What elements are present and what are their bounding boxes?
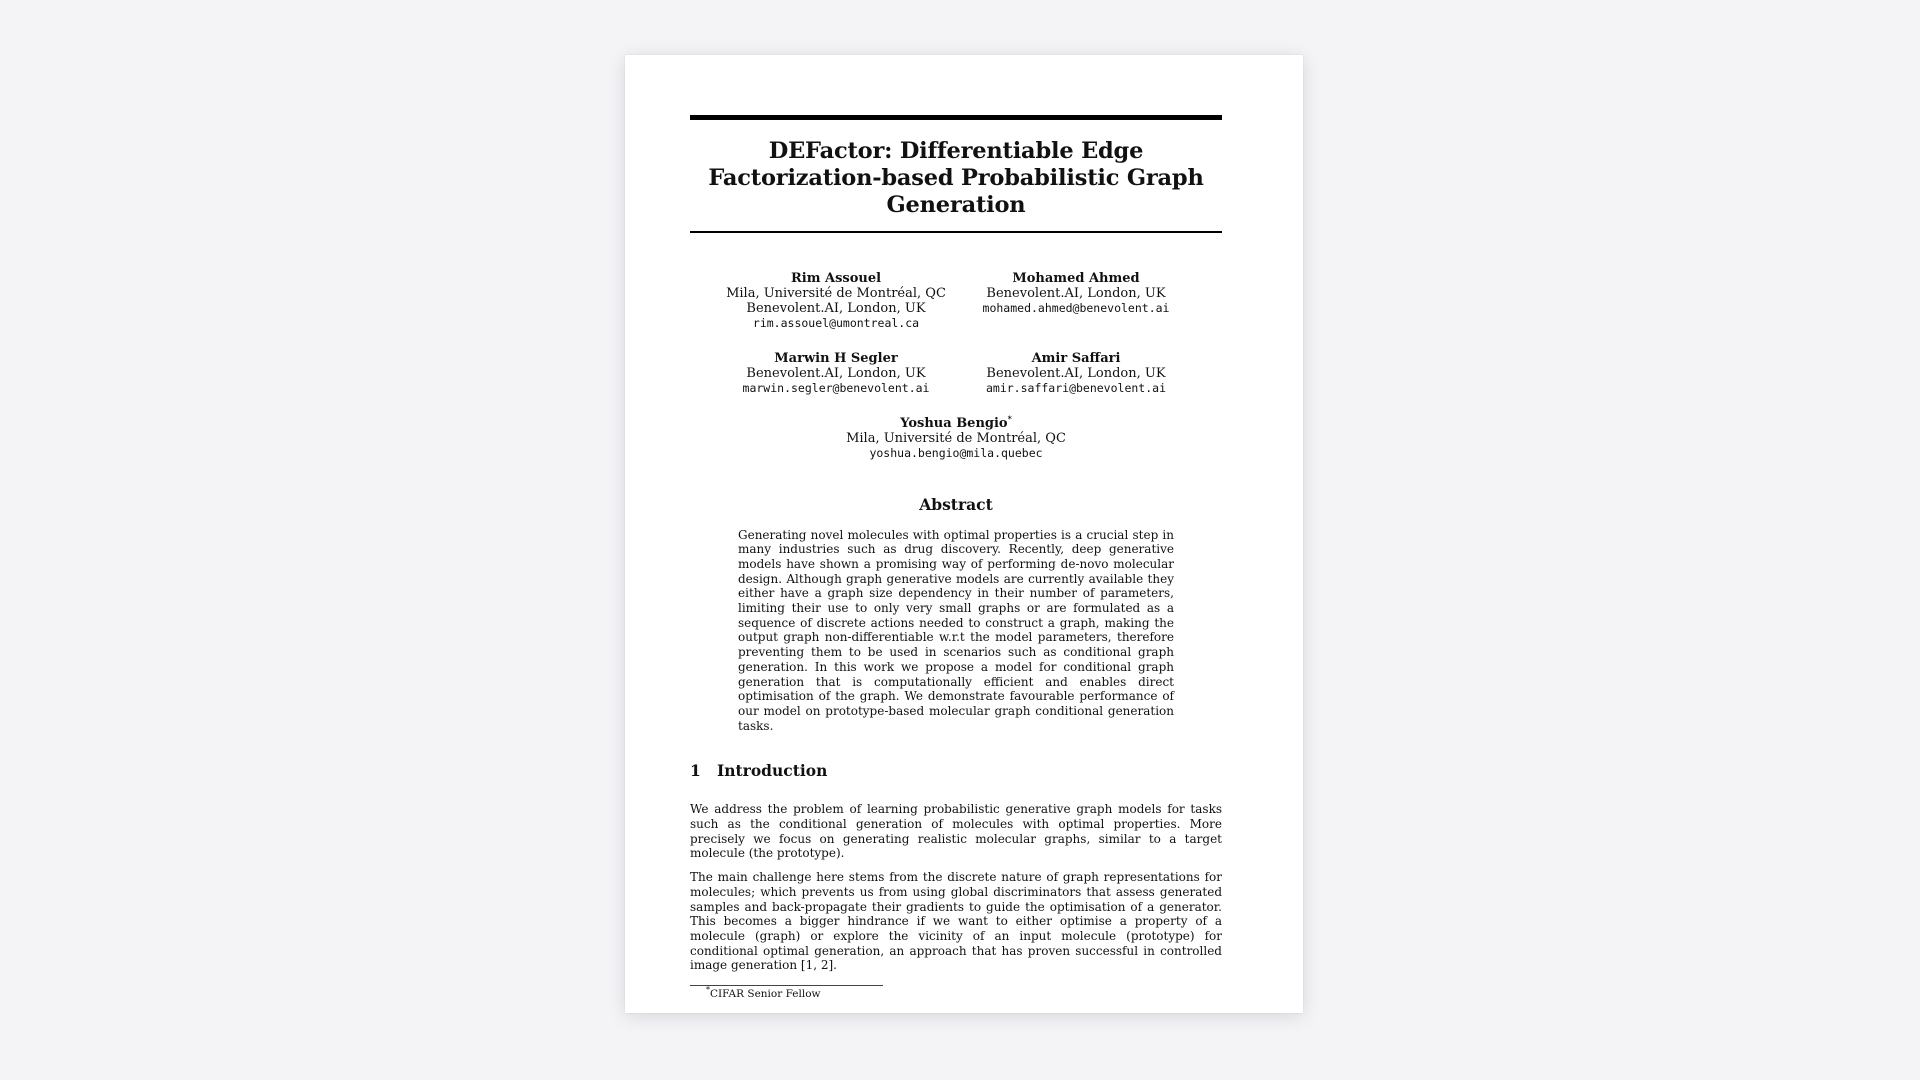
author-row (690, 413, 1222, 461)
author-email: rim.assouel@umontreal.ca (752, 315, 920, 330)
author-yoshua-bengio (836, 413, 1076, 461)
author-name-text: Yoshua Bengio (900, 415, 1008, 431)
author-affiliation: Mila, Université de Montréal, QC (846, 430, 1066, 446)
paper-content (690, 115, 1222, 1000)
abstract-text: Generating novel molecules with optimal properties is a crucial step in many industries such as drug discovery. Recently, deep generative models have shown a promising way of performing de-novo molecular design. Although graph generative models are currently available they either have a graph size dependency in their number of parameters, limiting their use to only very small graphs or are formulated as a sequence of discrete actions needed to construct a graph, making the output graph non-differentiable w.r.t the model parameters, therefore preventing them to be used in scenarios such as conditional graph generation. In this work we propose a model for conditional graph generation that is computationally efficient and enables direct optimisation of the graph. We demonstrate favourable performance of our model on prototype-based molecular graph conditional generation tasks. (738, 527, 1174, 733)
author-affiliation: Benevolent.AI, London, UK (986, 365, 1166, 381)
footnote-mark: * (1007, 413, 1012, 424)
footnote-text: CIFAR Senior Fellow (710, 988, 821, 1001)
author-rim-assouel (716, 271, 956, 331)
author-affiliation: Benevolent.AI, London, UK (746, 365, 926, 381)
title-top-rule (690, 115, 1222, 120)
footnote-rule (690, 985, 883, 986)
author-row (690, 351, 1222, 396)
author-email: marwin.segler@benevolent.ai (742, 380, 930, 395)
abstract-heading: Abstract (919, 494, 993, 514)
footnote-mark: * (706, 985, 710, 995)
author-affiliation: Mila, Université de Montréal, QC (726, 285, 946, 301)
paper-page (625, 55, 1303, 1013)
author-affiliation: Benevolent.AI, London, UK (746, 300, 926, 316)
section-heading (690, 761, 1222, 780)
author-name (836, 413, 1076, 431)
author-block (690, 271, 1222, 461)
author-email: yoshua.bengio@mila.quebec (869, 445, 1043, 460)
title-bottom-rule (690, 231, 1222, 233)
intro-paragraph-2: The main challenge here stems from the discrete nature of graph representations for molecules; which prevents us from using global discriminators that assess generated samples and back-propagate their gradients to guide the optimisation of a generator. This becomes a bigger hindrance if we want to either optimise a property of a molecule (graph) or explore the vicinity of an input molecule (prototype) for conditional optimal generation, an approach that has proven successful in controlled image generation [1, 2]. (690, 870, 1222, 973)
author-email: mohamed.ahmed@benevolent.ai (982, 300, 1170, 315)
author-mohamed-ahmed (956, 271, 1196, 331)
intro-paragraph-1: We address the problem of learning probabilistic generative graph models for tasks such as the conditional generation of molecules with optimal properties. More precisely we focus on generating realistic molecular graphs, similar to a target molecule (the prototype). (690, 802, 1222, 861)
section-number: 1 (690, 761, 701, 781)
footnote (690, 985, 1222, 1001)
author-affiliation: Benevolent.AI, London, UK (986, 285, 1166, 301)
author-name: Rim Assouel (790, 270, 882, 286)
author-name: Amir Saffari (1031, 350, 1121, 366)
author-amir-saffari (956, 351, 1196, 396)
author-marwin-segler (716, 351, 956, 396)
author-row (690, 271, 1222, 331)
author-email: amir.saffari@benevolent.ai (985, 380, 1166, 395)
author-name: Mohamed Ahmed (1012, 270, 1140, 286)
section-title: Introduction (717, 761, 828, 781)
author-name: Marwin H Segler (774, 350, 898, 366)
paper-title: DEFactor: Differentiable Edge Factorization-based Probabilistic Graph Generation (708, 138, 1204, 218)
